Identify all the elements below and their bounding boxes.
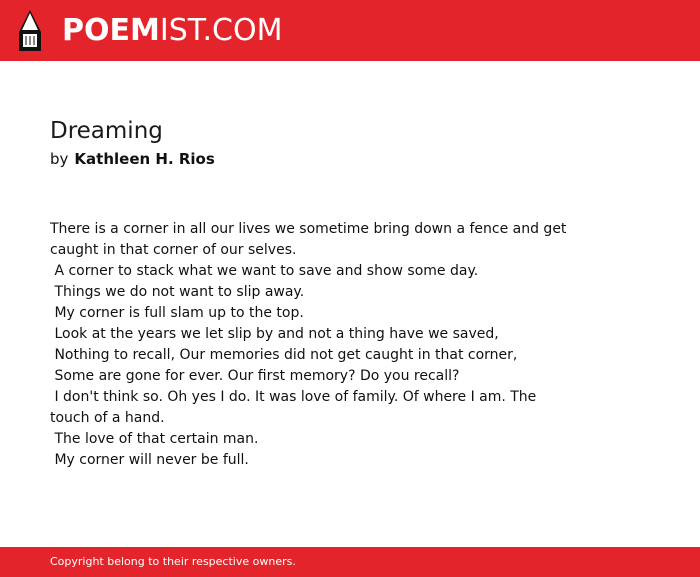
author-name[interactable]: Kathleen H. Rios bbox=[74, 150, 215, 168]
logo-text-bold: POEM bbox=[62, 13, 160, 48]
poem-byline bbox=[50, 149, 215, 169]
copyright-text: Copyright belong to their respective owners. bbox=[50, 555, 296, 568]
poem-line: My corner is full slam up to the top. bbox=[50, 305, 304, 321]
poem-body bbox=[50, 219, 570, 471]
poem-line: There is a corner in all our lives we sometime bring down a fence and get caught in that corner of our selves. bbox=[50, 221, 571, 258]
poem-line: The love of that certain man. bbox=[50, 431, 259, 447]
poem-line: Things we do not want to slip away. bbox=[50, 284, 305, 300]
poem-line: A corner to stack what we want to save and show some day. bbox=[50, 263, 479, 279]
poem-title: Dreaming bbox=[50, 118, 163, 144]
site-footer bbox=[0, 547, 700, 577]
poem-line: My corner will never be full. bbox=[50, 452, 249, 468]
by-label: by bbox=[50, 150, 69, 168]
site-header bbox=[0, 0, 700, 61]
site-logo[interactable] bbox=[62, 13, 282, 49]
poem-line: Nothing to recall, Our memories did not get caught in that corner, bbox=[50, 347, 518, 363]
logo-text-light: IST.COM bbox=[159, 13, 283, 48]
poem-line: Some are gone for ever. Our first memory? Do you recall? bbox=[50, 368, 460, 384]
poem-line: Look at the years we let slip by and not a thing have we saved, bbox=[50, 326, 499, 342]
pencil-icon[interactable] bbox=[19, 10, 41, 51]
poem-line: I don't think so. Oh yes I do. It was love of family. Of where I am. The touch of a hand. bbox=[50, 389, 541, 426]
